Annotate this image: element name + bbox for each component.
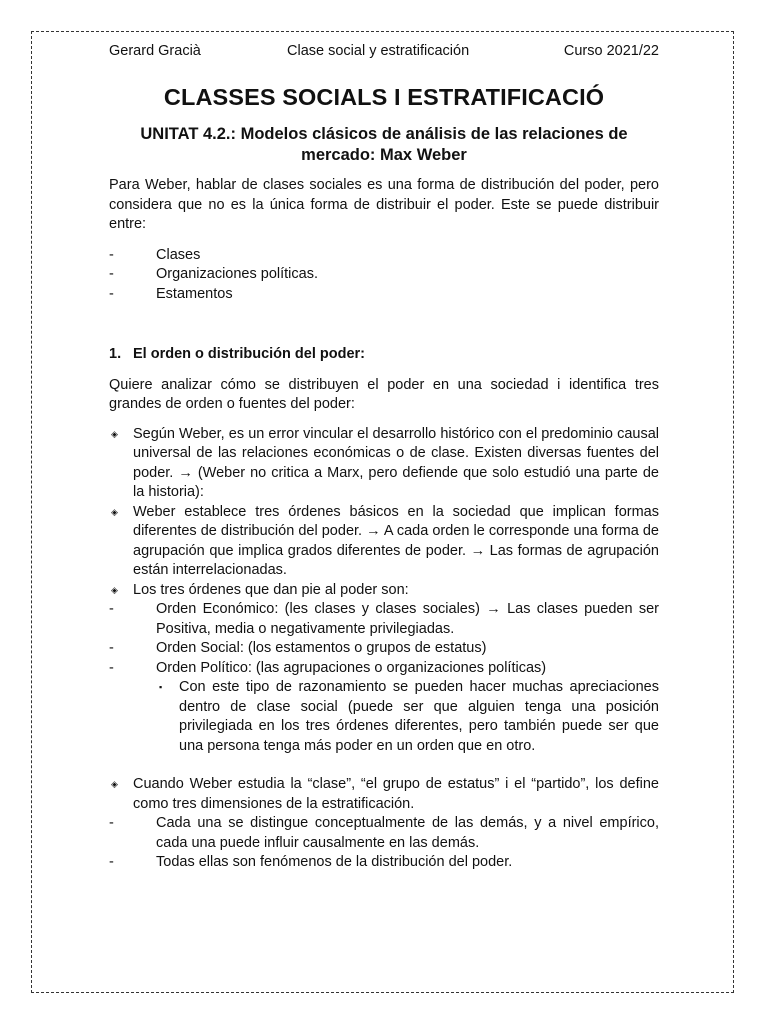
list-item: ◈ Según Weber, es un error vincular el desarrollo histórico con el predominio causal universal de las relaciones económicas o de clase. Existen diversas fuentes del poder. → (Weber no critica a Marx, pero defiende que solo estudió una parte de la historia): — [111, 425, 659, 500]
list-item: - Orden Social: (los estamentos o grupos de estatus) — [109, 640, 487, 656]
list-item: - Orden Económico: (les clases y clases sociales) → Las clases pueden ser Positiva, media o negativamente privilegiadas. — [109, 601, 659, 637]
page-header — [109, 43, 659, 63]
diamond-bullet-icon: ◈ — [111, 584, 118, 595]
section-heading: 1. El orden o distribución del poder: — [109, 346, 366, 362]
header-course: Curso 2021/22 — [563, 43, 659, 59]
document-title: CLASSES SOCIALS I ESTRATIFICACIÓ — [163, 84, 605, 110]
header-subject: Clase social y estratificación — [287, 43, 470, 59]
diamond-bullet-icon: ◈ — [111, 428, 118, 439]
list-item: ◈ Los tres órdenes que dan pie al poder son: - Orden Económico: (les clases y clases sociales) → Las clases pueden ser Positiva, media o negativamente privilegiadas. - Orden Social: (los estamentos o grupos de estatus) - Orden Político: (las agrupaciones o organizaciones políticas) ▪ Con este tipo de razonamiento se pueden hacer muchas apreciaciones dentro de clase social (puede ser que alguien tenga una posición privilegiada en los tres órdenes diferentes, pero también puede ser que una persona tenga más poder en un orden que en otro. — [109, 581, 659, 757]
list-item: ▪ Con este tipo de razonamiento se pueden hacer muchas apreciaciones dentro de clase social (puede ser que alguien tenga una posición privilegiada en los tres órdenes diferentes, pero también puede ser que una persona tenga más poder en un orden que en otro. — [159, 679, 659, 754]
orders-list — [109, 600, 659, 756]
list-item: - Cada una se distingue conceptualmente de las demás, y a nivel empírico, cada una puede influir causalmente en las demás. — [109, 815, 659, 851]
unit-title: UNITAT 4.2.: Modelos clásicos de análisis de las relaciones de mercado: Max Weber — [140, 125, 628, 164]
list-item: - Todas ellas son fenómenos de la distribución del poder. — [109, 854, 513, 870]
intro-list — [109, 246, 659, 305]
order-note-list — [156, 678, 659, 756]
list-item: ◈ Weber establece tres órdenes básicos en la sociedad que implican formas diferentes de distribución del poder. → A cada orden le corresponde una forma de agrupación que implica grados diferentes de poder. → Las formas de agrupación están interrelacionadas. — [111, 503, 659, 578]
list-item: ◈ Cuando Weber estudia la “clase”, “el grupo de estatus” i el “partido”, los define como tres dimensiones de la estratificación. - Cada una se distingue conceptualmente de las demás, y a nivel empírico, cada una puede influir causalmente en las demás. - Todas ellas son fenómenos de la distribución del poder. — [109, 775, 659, 873]
document-body — [109, 176, 659, 873]
list-item: - Clases — [109, 246, 201, 263]
header-author: Gerard Gracià — [109, 43, 201, 59]
intro-paragraph: Para Weber, hablar de clases sociales es una forma de distribución del poder, pero considera que no es la única forma de distribuir el poder. Este se puede distribuir entre: — [109, 177, 659, 232]
bullet-list — [109, 425, 659, 873]
diamond-bullet-icon: ◈ — [111, 506, 118, 517]
dimensions-list — [109, 814, 659, 873]
square-bullet-icon: ▪ — [159, 682, 163, 692]
list-item: - Orden Político: (las agrupaciones o organizaciones políticas) ▪ Con este tipo de razonamiento se pueden hacer muchas apreciaciones dentro de clase social (puede ser que alguien tenga una posición privilegiada en los tres órdenes diferentes, pero también puede ser que una persona tenga más poder en un orden que en otro. — [109, 659, 659, 757]
list-item: - Organizaciones políticas. — [109, 266, 318, 282]
section-intro: Quiere analizar cómo se distribuyen el poder en una sociedad i identifica tres grandes de orden o fuentes del poder: — [109, 376, 659, 412]
list-item: - Estamentos — [109, 285, 233, 302]
diamond-bullet-icon: ◈ — [111, 779, 118, 789]
